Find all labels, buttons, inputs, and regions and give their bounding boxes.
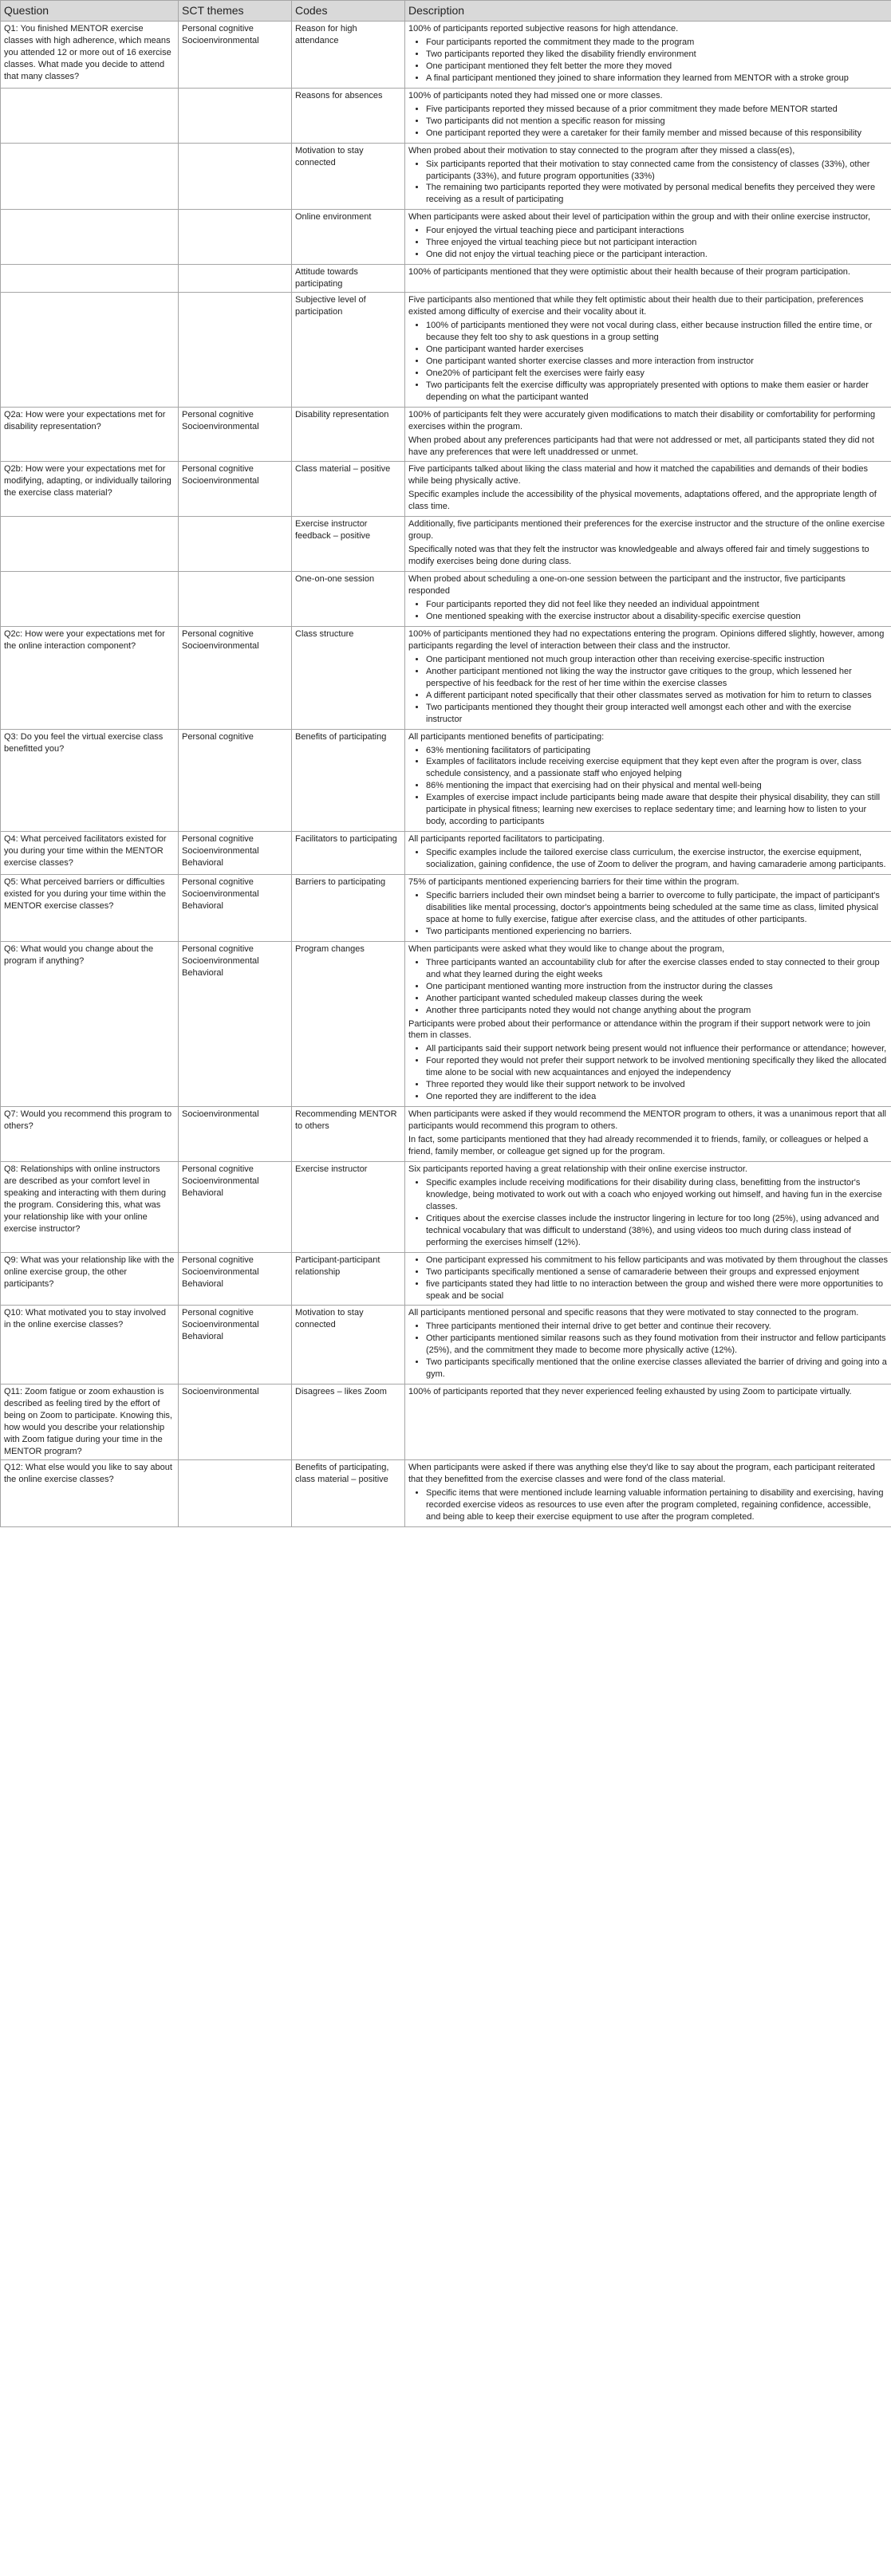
description-cell [405,22,891,89]
sct-theme: Personal cognitive [182,943,254,954]
description-paragraph: 100% of participants reported that they never experienced feeling exhausted by using Zoom to participate virtually. [408,1387,852,1397]
question-cell [1,88,179,143]
sct-theme: Socioenvironmental [182,846,259,857]
question-cell [1,293,179,408]
description-paragraph: 100% of participants mentioned they had no expectations entering the program. Opinions differed slightly, however, among participants regarding the level of interaction between their class and the instructor. [408,628,885,651]
question-cell: Q1: You finished MENTOR exercise classes with high adherence, which means you attended 12 or more out of 16 exercise classes. What made you decide to attend that many classes? [1,22,179,89]
description-cell [405,941,891,1106]
table-row [1,22,891,89]
question-cell: Q4: What perceived facilitators existed for you during your time within the MENTOR exercise classes? [1,832,179,875]
table-row [1,1162,891,1253]
description-bullet: • Critiques about the exercise classes include the instructor lingering in lecture for too long (25%), using advanced and technical vocabulary that was difficult to understand (38%), and using videos too much during class instead of performing the exercises himself (12%). [426,1213,888,1249]
question-cell: Q9: What was your relationship like with the online exercise group, the other participants? [1,1252,179,1306]
header-sct-themes: SCT themes [179,1,292,22]
question-cell: Q12: What else would you like to say about the online exercise classes? [1,1459,179,1526]
description-bullet: • Specific examples include the tailored exercise class curriculum, the exercise instructor, the exercise equipment, socialization, gaining confidence, the use of Zoom to deliver the program, and having camaraderie among participants. [426,847,888,871]
header-question: Question [1,1,179,22]
description-bullet: • A final participant mentioned they joined to share information they learned from MENTOR with a stroke group [426,73,888,85]
code-cell: Participant-participant relationship [292,1252,405,1306]
description-bullets [408,1177,888,1249]
question-cell: Q6: What would you change about the program if anything? [1,941,179,1106]
sct-themes-cell [179,407,292,462]
question-cell [1,210,179,265]
code-cell: Motivation to stay connected [292,1306,405,1385]
sct-theme: Behavioral [182,1188,223,1198]
sct-theme: Personal cognitive [182,1308,254,1318]
description-paragraph: Specific examples include the accessibility of the physical movements, adaptations offered, and the appropriate length of class time. [408,490,877,512]
sct-themes-cell [179,626,292,729]
description-bullet: • The remaining two participants reported they were motivated by personal medical benefits they perceived they were receiving as a result of participating [426,182,888,206]
description-bullet: • Three reported they would like their support network to be involved [426,1079,888,1091]
code-cell: Motivation to stay connected [292,143,405,210]
description-cell [405,462,891,517]
description-cell [405,265,891,293]
description-paragraph: Additionally, five participants mentioned their preferences for the exercise instructor and the structure of the online exercise group. [408,519,885,542]
table-row [1,210,891,265]
sct-theme: Behavioral [182,967,223,978]
description-cell [405,626,891,729]
description-paragraph: Six participants reported having a great relationship with their online exercise instructor. [408,1164,747,1174]
description-bullet: • Three participants mentioned their internal drive to get better and continue their recovery. [426,1321,888,1333]
sct-theme: Socioenvironmental [182,1176,259,1186]
sct-theme: Personal cognitive [182,877,254,888]
code-cell: Disability representation [292,407,405,462]
description-bullets [408,1321,888,1381]
description-paragraph: All participants reported facilitators to participating. [408,834,605,845]
sct-theme: Personal cognitive [182,834,254,845]
header-codes: Codes [292,1,405,22]
description-bullets [408,599,888,623]
sct-themes-cell [179,832,292,875]
question-cell: Q7: Would you recommend this program to others? [1,1107,179,1162]
description-bullet: • 100% of participants mentioned they were not vocal during class, either because instruction filled the entire time, or because they felt too shy to ask questions in a group setting [426,320,888,344]
description-bullet: • One did not enjoy the virtual teaching piece or the participant interaction. [426,249,888,261]
description-cell [405,1252,891,1306]
description-bullet: • One participant wanted harder exercises [426,344,888,356]
sct-theme: Socioenvironmental [182,888,259,899]
sct-theme: Socioenvironmental [182,955,259,966]
description-bullet: • 63% mentioning facilitators of participating [426,745,888,757]
question-cell: Q2a: How were your expectations met for disability representation? [1,407,179,462]
description-bullets [408,1487,888,1523]
sct-theme: Socioenvironmental [182,1266,259,1277]
description-bullet: • Three participants wanted an accountability club for after the exercise classes ended to stay connected to their group and what they learned during the eight weeks [426,957,888,981]
description-paragraph: When participants were asked if there was anything else they'd like to say about the program, each participant reiterated that they benefitted from the exercise classes and were fond of the class material. [408,1462,875,1484]
code-cell: Reason for high attendance [292,22,405,89]
sct-theme: Behavioral [182,858,223,869]
description-bullet: • One reported they are indifferent to the idea [426,1091,888,1103]
description-bullet: • 86% mentioning the impact that exercising had on their physical and mental well-being [426,780,888,792]
sct-themes-cell [179,143,292,210]
description-cell [405,1162,891,1253]
description-cell [405,517,891,572]
question-cell: Q2c: How were your expectations met for the online interaction component? [1,626,179,729]
code-cell: One-on-one session [292,572,405,627]
description-paragraph: When participants were asked what they would like to change about the program, [408,943,725,954]
sct-themes-cell [179,729,292,832]
description-bullets [408,957,888,1017]
description-bullet: • Specific items that were mentioned include learning valuable information pertaining to disability and exercising, having recorded exercise videos as resources to use even after the program completed, regaining confidence, accessible, and being able to keep their exercise equipment to use after the program completed. [426,1487,888,1523]
question-cell [1,572,179,627]
table-row [1,407,891,462]
code-cell: Class structure [292,626,405,729]
description-bullet: • Four reported they would not prefer their support network to be involved mentioning specifically they liked the allocated time alone to be social with new acquaintances and enjoyed the independency [426,1055,888,1079]
sct-theme: Personal cognitive [182,409,254,419]
description-cell [405,875,891,942]
sct-themes-cell [179,88,292,143]
description-cell [405,832,891,875]
description-paragraph: All participants mentioned benefits of participating: [408,731,605,742]
code-cell: Subjective level of participation [292,293,405,408]
description-bullet: • Examples of exercise impact include participants being made aware that despite their physical disability, they can still participate in physical fitness; learning new exercises to replace sedentary time; and learning how to listen to your body, according to participants [426,792,888,828]
description-bullet: • Five participants reported they missed because of a prior commitment they made before MENTOR started [426,104,888,116]
sct-theme: Personal cognitive [182,24,254,34]
code-cell: Exercise instructor feedback – positive [292,517,405,572]
description-bullets [408,1043,888,1103]
table-row [1,88,891,143]
description-bullet: • Four enjoyed the virtual teaching piece and participant interactions [426,225,888,237]
description-paragraph: All participants mentioned personal and specific reasons that they were motivated to stay connected to the program. [408,1308,859,1318]
header-description: Description [405,1,891,22]
description-bullet: • One participant mentioned not much group interaction other than receiving exercise-specific instruction [426,654,888,666]
question-cell: Q10: What motivated you to stay involved in the online exercise classes? [1,1306,179,1385]
description-cell [405,1306,891,1385]
description-cell [405,143,891,210]
sct-themes-cell [179,22,292,89]
description-bullet: • One mentioned speaking with the exercise instructor about a disability-specific exercise question [426,611,888,623]
description-bullet: • Two participants did not mention a specific reason for missing [426,116,888,128]
description-bullet: • Two participants mentioned they thought their group interacted well amongst each other and with the exercise instructor [426,702,888,726]
table-row [1,1459,891,1526]
table-row [1,832,891,875]
table-row [1,517,891,572]
description-bullets [408,745,888,829]
question-cell: Q2b: How were your expectations met for modifying, adapting, or individually tailoring the exercise class material? [1,462,179,517]
description-bullet: • One20% of participant felt the exercises were fairly easy [426,368,888,380]
table-row [1,462,891,517]
table-row [1,729,891,832]
question-cell: Q11: Zoom fatigue or zoom exhaustion is described as feeling tired by the effort of being on Zoom to participate. Knowing this, how would you describe your relationship with Zoom fatigue during your time in the MENTOR program? [1,1385,179,1460]
description-cell [405,572,891,627]
code-cell: Benefits of participating, class material – positive [292,1459,405,1526]
description-bullet: • Specific examples include receiving modifications for their disability during class, benefitting from the instructor's knowledge, being motivated to work out with a coach who enjoyed working out himself, and having fun in the exercise classes. [426,1177,888,1213]
sct-themes-cell [179,1107,292,1162]
description-cell [405,1107,891,1162]
sct-themes-cell [179,1385,292,1460]
description-paragraph: 75% of participants mentioned experiencing barriers for their time within the program. [408,877,739,888]
sct-themes-cell [179,941,292,1106]
description-bullets [408,104,888,140]
description-paragraph: Specifically noted was that they felt the instructor was knowledgeable and always offered fair and timely suggestions to modify exercises being done during class. [408,545,869,567]
table-row [1,572,891,627]
code-cell: Program changes [292,941,405,1106]
sct-theme: Socioenvironmental [182,421,259,431]
description-paragraph: Participants were probed about their performance or attendance within the program if their support network were to join them in classes. [408,1018,871,1041]
sct-theme: Socioenvironmental [182,1109,259,1120]
table-row [1,143,891,210]
description-cell [405,1385,891,1460]
description-cell [405,293,891,408]
question-cell [1,143,179,210]
description-bullet: • Two participants reported they liked the disability friendly environment [426,49,888,61]
description-bullets [408,1255,888,1302]
sct-theme: Personal cognitive [182,731,254,742]
description-bullets [408,847,888,871]
question-cell [1,517,179,572]
description-paragraph: When participants were asked about their level of participation within the group and with their online exercise instructor, [408,212,871,223]
description-bullet: • Four participants reported they did not feel like they needed an individual appointment [426,599,888,611]
description-bullet: • five participants stated they had little to no interaction between the group and wished there were more opportunities to speak and be social [426,1278,888,1302]
question-cell: Q8: Relationships with online instructors are described as your comfort level in speaking and interacting with them during the program. Considering this, what was your relationship like with your online exercise instructor? [1,1162,179,1253]
table-row [1,1385,891,1460]
description-bullet: • Another participant mentioned not liking the way the instructor gave critiques to the group, which lessened her perspective of his feedback for the rest of her time within the exercise classes [426,666,888,690]
code-cell: Class material – positive [292,462,405,517]
sct-themes-cell [179,517,292,572]
question-cell [1,265,179,293]
description-bullet: • One participant reported they were a caretaker for their family member and missed because of this responsibility [426,128,888,140]
description-cell [405,1459,891,1526]
description-bullet: • Six participants reported that their motivation to stay connected came from the consistency of classes (33%), other participants (33%), and future program opportunities (33%) [426,159,888,183]
sct-theme: Behavioral [182,900,223,911]
description-bullet: • Three enjoyed the virtual teaching piece but not participant interaction [426,237,888,249]
description-bullets [408,654,888,726]
description-paragraph: When probed about any preferences participants had that were not addressed or met, all participants stated they did not have any preferences that were left unaddressed or unmet. [408,435,874,457]
description-bullets [408,320,888,404]
sct-themes-cell [179,210,292,265]
description-bullets [408,159,888,207]
table-row [1,265,891,293]
sct-theme: Personal cognitive [182,1164,254,1174]
code-cell: Attitude towards participating [292,265,405,293]
table-row [1,626,891,729]
code-cell: Online environment [292,210,405,265]
question-cell: Q3: Do you feel the virtual exercise class benefitted you? [1,729,179,832]
description-bullet: • Two participants felt the exercise difficulty was appropriately presented with options to make them easier or harder depending on what the participant wanted [426,380,888,404]
description-paragraph: 100% of participants felt they were accurately given modifications to match their disability or comfortability for performing exercises within the program. [408,409,876,431]
code-cell: Facilitators to participating [292,832,405,875]
description-paragraph: 100% of participants reported subjective reasons for high attendance. [408,24,679,34]
sct-theme: Behavioral [182,1332,223,1342]
description-paragraph: 100% of participants mentioned that they were optimistic about their health because of their program participation. [408,267,850,278]
description-bullet: • One participant mentioned wanting more instruction from the instructor during the classes [426,981,888,993]
description-bullet: • Four participants reported the commitment they made to the program [426,37,888,49]
sct-theme: Personal cognitive [182,1255,254,1265]
table-row [1,941,891,1106]
description-bullet: • One participant expressed his commitment to his fellow participants and was motivated by them throughout the classes [426,1255,888,1266]
table-row [1,1306,891,1385]
header-row [1,1,891,22]
description-bullets [408,37,888,85]
description-paragraph: Five participants also mentioned that while they felt optimistic about their health due to their participation, preferences existed among difficulty of exercise and their vocality about it. [408,295,864,317]
description-bullet: • Two participants specifically mentioned a sense of camaraderie between their groups and expressed enjoyment [426,1266,888,1278]
code-cell: Benefits of participating [292,729,405,832]
description-bullet: • One participant wanted shorter exercise classes and more interaction from instructor [426,356,888,368]
description-paragraph: Five participants talked about liking the class material and how it matched the capabilities and demands of their bodies while being physically active. [408,464,868,486]
sct-theme: Socioenvironmental [182,1387,259,1397]
description-bullets [408,225,888,261]
code-cell: Recommending MENTOR to others [292,1107,405,1162]
sct-themes-cell [179,1306,292,1385]
description-bullet: • Two participants specifically mentioned that the online exercise classes alleviated the barrier of driving and going into a gym. [426,1357,888,1381]
description-cell [405,210,891,265]
table-body [1,22,891,1527]
question-cell: Q5: What perceived barriers or difficulties existed for you during your time within the MENTOR exercise classes? [1,875,179,942]
table-row [1,293,891,408]
description-bullet: • A different participant noted specifically that their other classmates served as motivation for him to return to classes [426,690,888,702]
description-cell [405,729,891,832]
sct-theme: Socioenvironmental [182,476,259,486]
description-bullet: • Other participants mentioned similar reasons such as they found motivation from their instructor and fellow participants (25%), and the commitment they made to become more physically active (12%). [426,1333,888,1357]
description-bullet: • Two participants mentioned experiencing no barriers. [426,926,888,938]
description-cell [405,407,891,462]
table-row [1,875,891,942]
description-bullet: • Examples of facilitators include receiving exercise equipment that they kept even after the program is over, class schedule consistency, and a passionate staff who enjoyed helping [426,756,888,780]
description-paragraph: 100% of participants noted they had missed one or more classes. [408,90,663,100]
sct-themes-cell [179,1252,292,1306]
sct-theme: Socioenvironmental [182,640,259,651]
description-paragraph: When participants were asked if they would recommend the MENTOR program to others, it was a unanimous report that all participants would recommend this program to others. [408,1109,886,1132]
description-bullet: • All participants said their support network being present would not influence their performance or attendance; however, [426,1043,888,1055]
description-bullet: • Another three participants noted they would not change anything about the program [426,1005,888,1017]
table-row [1,1252,891,1306]
description-bullet: • One participant mentioned they felt better the more they moved [426,61,888,73]
sct-theme: Personal cognitive [182,464,254,475]
description-paragraph: When probed about scheduling a one-on-one session between the participant and the instructor, five participants responded [408,574,846,597]
description-bullet: • Another participant wanted scheduled makeup classes during the week [426,993,888,1005]
description-paragraph: When probed about their motivation to stay connected to the program after they missed a class(es), [408,145,795,156]
code-cell: Barriers to participating [292,875,405,942]
sct-themes-cell [179,1459,292,1526]
sct-themes-cell [179,265,292,293]
sct-theme: Behavioral [182,1278,223,1289]
table-row [1,1107,891,1162]
sct-themes-cell [179,293,292,408]
sct-themes-cell [179,572,292,627]
sct-themes-cell [179,875,292,942]
description-bullets [408,890,888,938]
description-paragraph: In fact, some participants mentioned that they had already recommended it to friends, family, or colleagues or helped a friend, family member, or colleague get signed up for the program. [408,1135,869,1157]
sct-themes-cell [179,1162,292,1253]
sct-theme: Socioenvironmental [182,1320,259,1330]
sct-themes-cell [179,462,292,517]
code-cell: Exercise instructor [292,1162,405,1253]
code-cell: Disagrees – likes Zoom [292,1385,405,1460]
description-bullet: • Specific barriers included their own mindset being a barrier to overcome to fully participate, the impact of participant's disabilities like mental processing, doctor's appointments being scheduled at the same time as class, limited physical space at home to fully exercise, fatigue after exercise class, and the attitudes of other participants. [426,890,888,926]
sct-theme: Personal cognitive [182,628,254,639]
sct-theme: Socioenvironmental [182,35,259,45]
code-cell: Reasons for absences [292,88,405,143]
description-cell [405,88,891,143]
